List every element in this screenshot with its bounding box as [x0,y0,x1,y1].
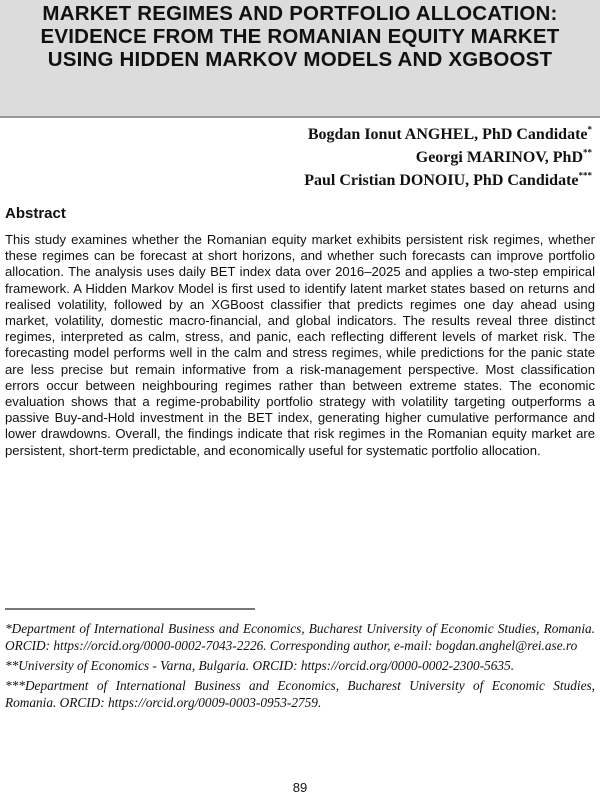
author-list [304,123,592,192]
author-affiliation-mark: * [587,124,592,135]
author-name: Paul Cristian DONOIU, PhD Candidate [304,172,579,189]
author-1 [304,123,592,146]
abstract-text: This study examines whether the Romanian equity market exhibits persistent risk regimes, whether these regimes can be forecast at short horizons, and whether such forecasts can improve portfolio allocation. The analysis uses daily BET index data over 2016–2025 and applies a two-step empirical framework. A Hidden Markov Model is first used to identify latent market states based on returns and realised volatility, followed by an XGBoost classifier that predicts regimes one day ahead using market, volatility, domestic macro-financial, and global indicators. The results reveal three distinct regimes, interpreted as calm, stress, and panic, each reflecting different levels of market risk. The forecasting model performs well in the calm and stress regimes, while predictions for the panic state are less precise but remain informative from a risk-management perspective. Most classification errors occur between neighbouring regimes rather than between extreme states. The economic evaluation shows that a regime-probability portfolio strategy with volatility targeting outperforms a passive Buy-and-Hold investment in the BET index, generating higher cumulative performance and lower drawdowns. Overall, the findings indicate that risk regimes in the Romanian equity market are persistent, short-term predictable, and economically useful for systematic portfolio allocation. [5,232,595,458]
author-name: Georgi MARINOV, PhD [415,149,583,166]
footnote-2: **University of Economics - Varna, Bulgaria. ORCID: https://orcid.org/0000-0002-2300-5635. [5,658,515,673]
abstract-heading: Abstract [5,205,66,222]
footnote-divider [5,608,255,610]
title-banner [0,0,600,118]
author-3 [304,169,592,192]
author-affiliation-mark: ** [583,147,592,158]
footnote-3: ***Department of International Business and Economics, Bucharest University of Economic Studies, Romania. ORCID: https://orcid.org/0009-0003-0953-2759. [5,678,595,710]
page-number: 89 [292,780,308,795]
author-affiliation-mark: *** [578,170,592,181]
paper-title: MARKET REGIMES AND PORTFOLIO ALLOCATION: EVIDENCE FROM THE ROMANIAN EQUITY MARKET USING HIDDEN MARKOV MODELS AND XGBOOST [40,2,560,71]
author-name: Bogdan Ionut ANGHEL, PhD Candidate [307,126,588,143]
author-2 [304,146,592,169]
footnotes [5,620,595,714]
footnote-1: *Department of International Business and Economics, Bucharest University of Economic Studies, Romania. ORCID: https://orcid.org/0000-0002-7043-2226. Corresponding author, e-mail: bogdan.anghel@rei.ase.ro [5,621,595,653]
